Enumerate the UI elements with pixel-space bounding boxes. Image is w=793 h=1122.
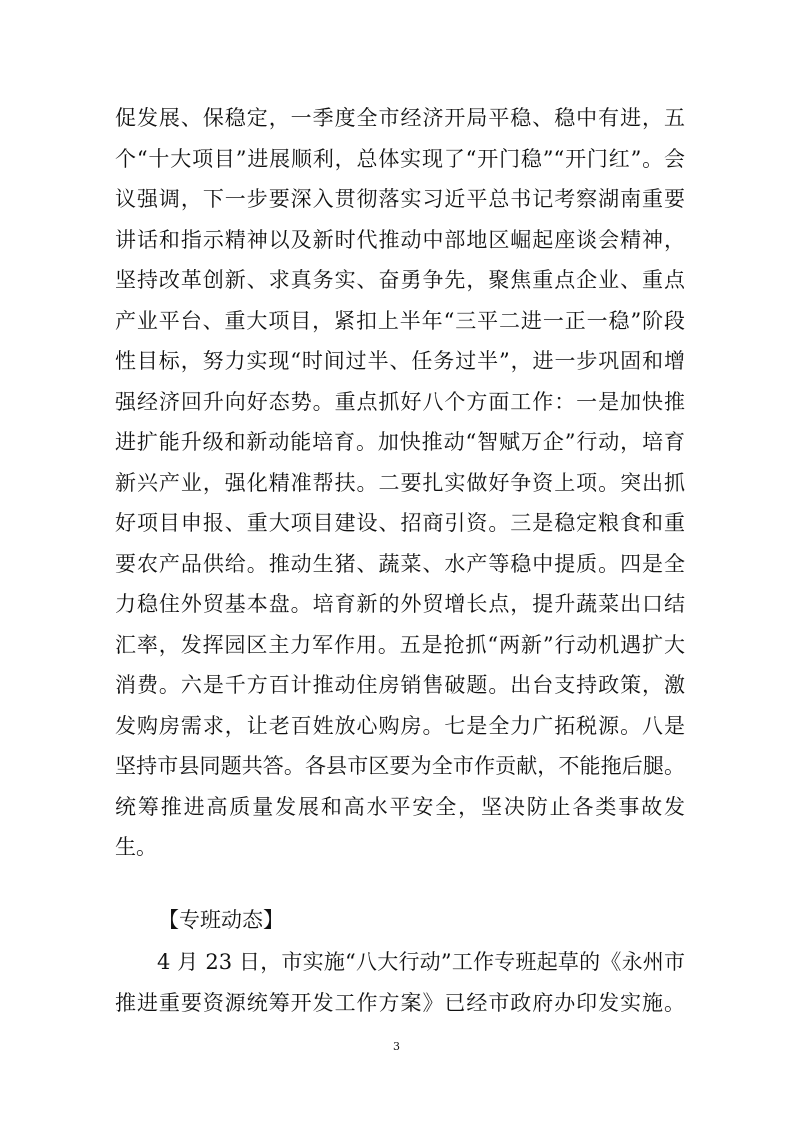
body-line: 强经济回升向好态势。重点抓好八个方面工作：一是加快推	[115, 389, 685, 414]
section-line: 4 月 23 日，市实施“八大行动”工作专班起草的《永州市	[157, 950, 685, 974]
body-line: 坚持改革创新、求真务实、奋勇争先，聚焦重点企业、重点	[115, 268, 685, 292]
body-line: 个“十大项目”进展顺利，总体实现了“开门稳”“开门红”。会	[115, 146, 685, 171]
body-line: 力稳住外贸基本盘。培育新的外贸增长点，提升蔬菜出口结	[115, 592, 685, 616]
body-line: 性目标，努力实现“时间过半、任务过半”，进一步巩固和增	[115, 349, 685, 373]
section-heading: 【专班动态】	[158, 908, 284, 932]
body-line: 议强调，下一步要深入贯彻落实习近平总书记考察湖南重要	[115, 187, 685, 211]
body-line: 坚持市县同题共答。各县市区要为全市作贡献，不能拖后腿。	[115, 754, 685, 778]
body-paragraph	[115, 98, 685, 868]
section-line: 推进重要资源统筹开发工作方案》已经市政府办印发实施。	[115, 990, 685, 1015]
body-line: 讲话和指示精神以及新时代推动中部地区崛起座谈会精神，	[115, 227, 685, 252]
page-number: 3	[393, 1040, 400, 1053]
body-line: 好项目申报、重大项目建设、招商引资。三是稳定粮食和重	[115, 511, 685, 535]
body-line: 新兴产业，强化精准帮扶。二要扎实做好争资上项。突出抓	[115, 470, 685, 495]
section-paragraph	[115, 942, 685, 1023]
body-line: 汇率，发挥园区主力军作用。五是抢抓“两新”行动机遇扩大	[115, 632, 685, 657]
body-line: 发购房需求，让老百姓放心购房。七是全力广拓税源。八是	[115, 713, 685, 738]
body-line: 要农产品供给。推动生猪、蔬菜、水产等稳中提质。四是全	[115, 551, 685, 576]
body-line: 消费。六是千方百计推动住房销售破题。出台支持政策，激	[115, 673, 685, 697]
body-line: 进扩能升级和新动能培育。加快推动“智赋万企”行动，培育	[115, 430, 685, 454]
body-line: 统筹推进高质量发展和高水平安全，坚决防止各类事故发	[115, 794, 685, 819]
body-line: 产业平台、重大项目，紧扣上半年“三平二进一正一稳”阶段	[115, 308, 685, 333]
body-line: 生。	[115, 835, 157, 859]
body-line: 促发展、保稳定，一季度全市经济开局平稳、稳中有进，五	[115, 106, 685, 130]
